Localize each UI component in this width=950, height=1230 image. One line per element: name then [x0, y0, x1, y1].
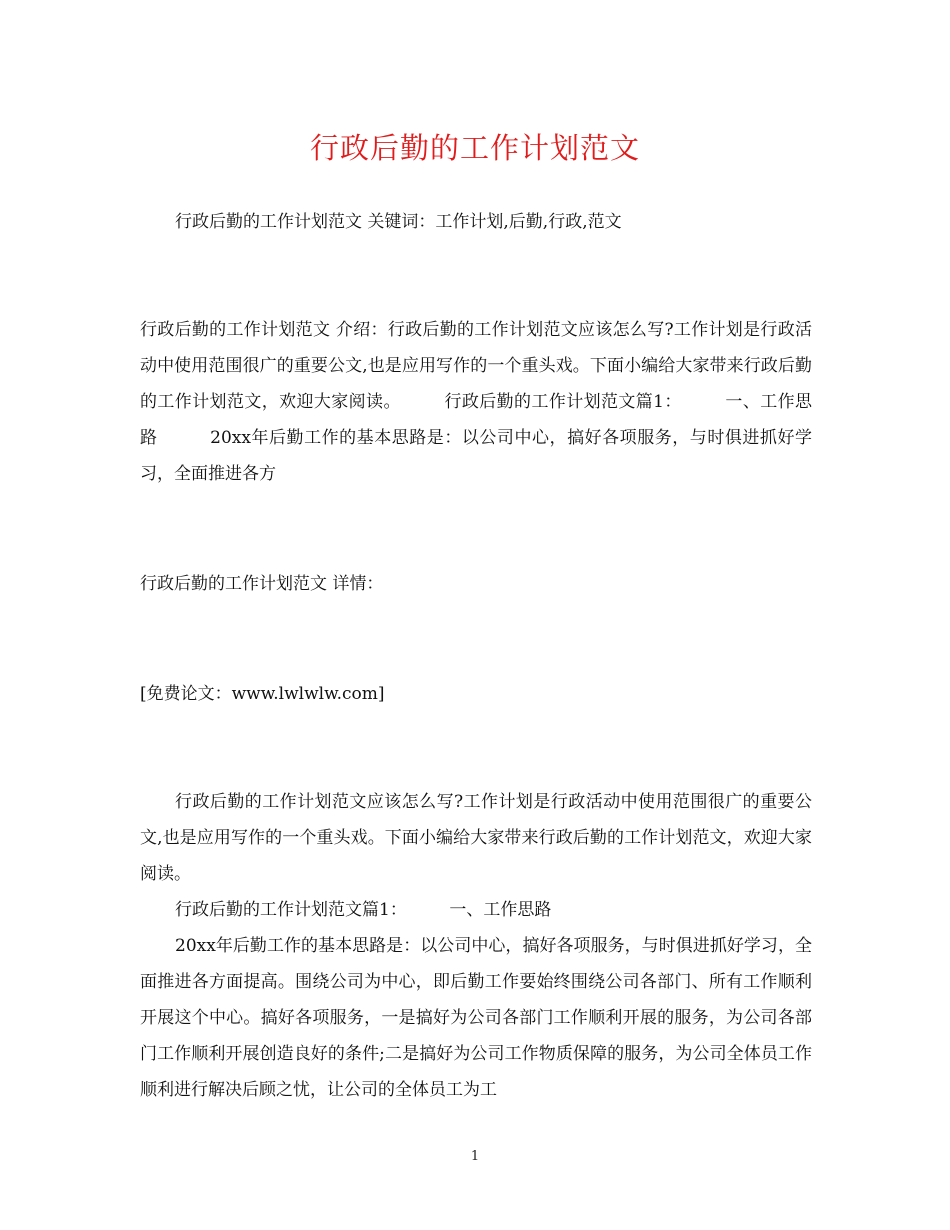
keywords-line: 行政后勤的工作计划范文 关键词：工作计划,后勤,行政,范文: [175, 212, 622, 232]
detail-line: 行政后勤的工作计划范文 详情：: [140, 574, 384, 594]
document-title: 行政后勤的工作计划范文: [309, 131, 640, 165]
source-link: [免费论文：www.lwlwlw.com]: [140, 684, 385, 704]
paragraph-1: 行政后勤的工作计划范文应该怎么写?工作计划是行政活动中使用范围很广的重要公文,也是应用写作的一个重头戏。下面小编给大家带来行政后勤的工作计划范文，欢迎大家阅读。: [140, 792, 812, 884]
page-number: 1: [470, 1149, 480, 1164]
paragraph-3: 20xx年后勤工作的基本思路是：以公司中心，搞好各项服务，与时俱进抓好学习，全面推进各方面提高。围绕公司为中心，即后勤工作要始终围绕公司各部门、所有工作顺利开展这个中心。搞好各项服务，一是搞好为公司各部门工作顺利开展的服务，为公司各部门工作顺利开展创造良好的条件;二是搞好为公司工作物质保障的服务，为公司全体员工作顺利进行解决后顾之忧，让公司的全体员工为工: [140, 936, 812, 1100]
main-content: [140, 784, 812, 1108]
intro-paragraph: 行政后勤的工作计划范文 介绍：行政后勤的工作计划范文应该怎么写?工作计划是行政活动中使用范围很广的重要公文,也是应用写作的一个重头戏。下面小编给大家带来行政后勤的工作计划范文，欢迎大家阅读。 行政后勤的工作计划范文篇1： 一、工作思路 20xx年后勤工作的基本思路是：以公司中心，搞好各项服务，与时俱进抓好学习，全面推进各方: [140, 320, 812, 484]
paragraph-2: 行政后勤的工作计划范文篇1： 一、工作思路: [175, 900, 552, 920]
